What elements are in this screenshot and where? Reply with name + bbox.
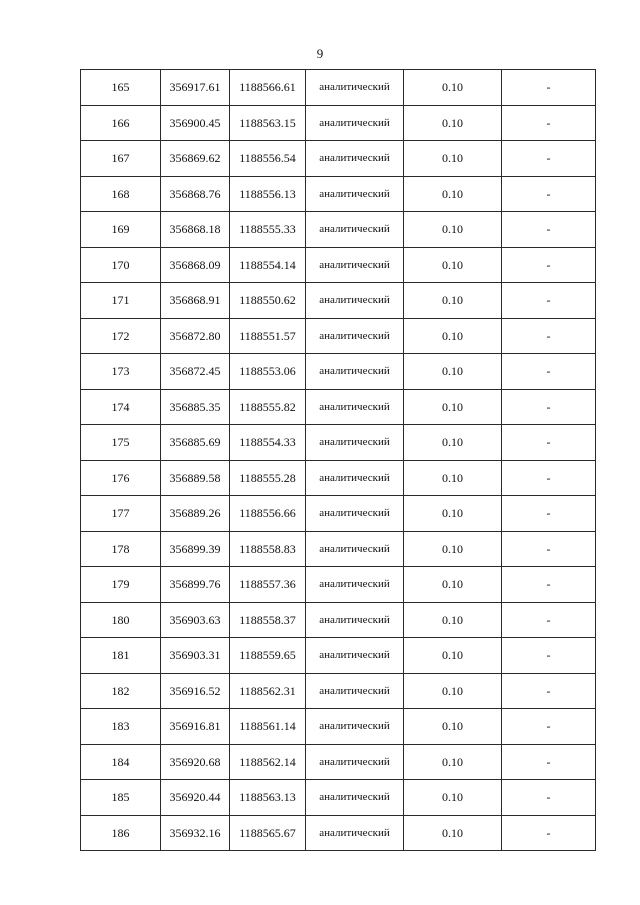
cell-coordinate-x: 356916.81 xyxy=(161,709,230,745)
cell-method: аналитический xyxy=(306,815,404,851)
cell-method: аналитический xyxy=(306,460,404,496)
cell-precision: 0.10 xyxy=(404,425,502,461)
cell-note: - xyxy=(502,105,596,141)
table-row xyxy=(81,744,596,780)
cell-coordinate-x: 356889.58 xyxy=(161,460,230,496)
cell-precision: 0.10 xyxy=(404,780,502,816)
cell-coordinate-x: 356872.45 xyxy=(161,354,230,390)
table-row xyxy=(81,318,596,354)
cell-note: - xyxy=(502,141,596,177)
cell-precision: 0.10 xyxy=(404,460,502,496)
cell-coordinate-x: 356916.52 xyxy=(161,673,230,709)
cell-note: - xyxy=(502,709,596,745)
cell-coordinate-y: 1188561.14 xyxy=(230,709,306,745)
cell-coordinate-x: 356917.61 xyxy=(161,70,230,106)
cell-coordinate-y: 1188556.66 xyxy=(230,496,306,532)
table-row xyxy=(81,425,596,461)
cell-note: - xyxy=(502,638,596,674)
cell-precision: 0.10 xyxy=(404,496,502,532)
table-row xyxy=(81,141,596,177)
cell-method: аналитический xyxy=(306,744,404,780)
table-row xyxy=(81,709,596,745)
cell-note: - xyxy=(502,815,596,851)
cell-note: - xyxy=(502,780,596,816)
table-row xyxy=(81,531,596,567)
cell-method: аналитический xyxy=(306,318,404,354)
cell-note: - xyxy=(502,389,596,425)
cell-coordinate-x: 356900.45 xyxy=(161,105,230,141)
table-row xyxy=(81,567,596,603)
cell-precision: 0.10 xyxy=(404,744,502,780)
table-row xyxy=(81,496,596,532)
cell-point-number: 181 xyxy=(81,638,161,674)
cell-point-number: 186 xyxy=(81,815,161,851)
table-row xyxy=(81,815,596,851)
cell-precision: 0.10 xyxy=(404,567,502,603)
cell-coordinate-x: 356868.91 xyxy=(161,283,230,319)
cell-precision: 0.10 xyxy=(404,283,502,319)
cell-coordinate-y: 1188563.13 xyxy=(230,780,306,816)
cell-method: аналитический xyxy=(306,354,404,390)
cell-coordinate-y: 1188554.33 xyxy=(230,425,306,461)
cell-point-number: 180 xyxy=(81,602,161,638)
cell-method: аналитический xyxy=(306,602,404,638)
coordinates-table xyxy=(80,69,596,851)
cell-point-number: 183 xyxy=(81,709,161,745)
cell-method: аналитический xyxy=(306,709,404,745)
cell-coordinate-y: 1188550.62 xyxy=(230,283,306,319)
cell-coordinate-y: 1188562.14 xyxy=(230,744,306,780)
cell-method: аналитический xyxy=(306,247,404,283)
table-row xyxy=(81,673,596,709)
cell-coordinate-y: 1188555.33 xyxy=(230,212,306,248)
cell-coordinate-x: 356868.18 xyxy=(161,212,230,248)
cell-precision: 0.10 xyxy=(404,212,502,248)
cell-note: - xyxy=(502,567,596,603)
cell-precision: 0.10 xyxy=(404,141,502,177)
cell-coordinate-x: 356899.76 xyxy=(161,567,230,603)
cell-point-number: 169 xyxy=(81,212,161,248)
table-row xyxy=(81,283,596,319)
cell-note: - xyxy=(502,673,596,709)
cell-method: аналитический xyxy=(306,105,404,141)
cell-precision: 0.10 xyxy=(404,709,502,745)
cell-note: - xyxy=(502,425,596,461)
cell-precision: 0.10 xyxy=(404,176,502,212)
cell-point-number: 167 xyxy=(81,141,161,177)
cell-coordinate-y: 1188556.54 xyxy=(230,141,306,177)
cell-point-number: 168 xyxy=(81,176,161,212)
cell-precision: 0.10 xyxy=(404,602,502,638)
cell-precision: 0.10 xyxy=(404,531,502,567)
table-row xyxy=(81,354,596,390)
cell-method: аналитический xyxy=(306,141,404,177)
cell-coordinate-y: 1188555.28 xyxy=(230,460,306,496)
cell-method: аналитический xyxy=(306,780,404,816)
cell-coordinate-x: 356903.31 xyxy=(161,638,230,674)
cell-coordinate-x: 356868.76 xyxy=(161,176,230,212)
cell-point-number: 175 xyxy=(81,425,161,461)
table-row xyxy=(81,389,596,425)
cell-note: - xyxy=(502,354,596,390)
table-row xyxy=(81,247,596,283)
cell-point-number: 184 xyxy=(81,744,161,780)
cell-method: аналитический xyxy=(306,567,404,603)
cell-coordinate-y: 1188555.82 xyxy=(230,389,306,425)
cell-coordinate-y: 1188563.15 xyxy=(230,105,306,141)
cell-note: - xyxy=(502,70,596,106)
cell-coordinate-x: 356872.80 xyxy=(161,318,230,354)
cell-point-number: 178 xyxy=(81,531,161,567)
cell-coordinate-x: 356885.69 xyxy=(161,425,230,461)
cell-coordinate-x: 356899.39 xyxy=(161,531,230,567)
cell-point-number: 171 xyxy=(81,283,161,319)
table-row xyxy=(81,460,596,496)
cell-coordinate-y: 1188559.65 xyxy=(230,638,306,674)
cell-point-number: 177 xyxy=(81,496,161,532)
cell-coordinate-x: 356869.62 xyxy=(161,141,230,177)
cell-coordinate-y: 1188565.67 xyxy=(230,815,306,851)
table-row xyxy=(81,70,596,106)
cell-note: - xyxy=(502,318,596,354)
cell-coordinate-y: 1188558.37 xyxy=(230,602,306,638)
coordinates-table-body xyxy=(81,70,596,851)
cell-precision: 0.10 xyxy=(404,354,502,390)
cell-coordinate-y: 1188566.61 xyxy=(230,70,306,106)
cell-method: аналитический xyxy=(306,176,404,212)
cell-point-number: 166 xyxy=(81,105,161,141)
cell-method: аналитический xyxy=(306,70,404,106)
cell-point-number: 179 xyxy=(81,567,161,603)
cell-coordinate-y: 1188556.13 xyxy=(230,176,306,212)
cell-coordinate-y: 1188557.36 xyxy=(230,567,306,603)
cell-method: аналитический xyxy=(306,212,404,248)
cell-precision: 0.10 xyxy=(404,247,502,283)
cell-coordinate-y: 1188554.14 xyxy=(230,247,306,283)
cell-note: - xyxy=(502,247,596,283)
cell-note: - xyxy=(502,176,596,212)
table-row xyxy=(81,602,596,638)
table-row xyxy=(81,212,596,248)
cell-method: аналитический xyxy=(306,531,404,567)
cell-coordinate-x: 356868.09 xyxy=(161,247,230,283)
cell-point-number: 174 xyxy=(81,389,161,425)
cell-coordinate-x: 356903.63 xyxy=(161,602,230,638)
cell-precision: 0.10 xyxy=(404,318,502,354)
cell-note: - xyxy=(502,531,596,567)
table-row xyxy=(81,176,596,212)
cell-precision: 0.10 xyxy=(404,105,502,141)
cell-method: аналитический xyxy=(306,283,404,319)
cell-precision: 0.10 xyxy=(404,70,502,106)
cell-precision: 0.10 xyxy=(404,815,502,851)
cell-coordinate-y: 1188562.31 xyxy=(230,673,306,709)
page-number: 9 xyxy=(316,46,324,61)
cell-note: - xyxy=(502,602,596,638)
cell-note: - xyxy=(502,496,596,532)
cell-precision: 0.10 xyxy=(404,389,502,425)
cell-precision: 0.10 xyxy=(404,673,502,709)
cell-note: - xyxy=(502,283,596,319)
cell-coordinate-x: 356932.16 xyxy=(161,815,230,851)
cell-point-number: 165 xyxy=(81,70,161,106)
table-row xyxy=(81,780,596,816)
cell-method: аналитический xyxy=(306,389,404,425)
cell-precision: 0.10 xyxy=(404,638,502,674)
cell-note: - xyxy=(502,212,596,248)
cell-coordinate-y: 1188553.06 xyxy=(230,354,306,390)
cell-point-number: 173 xyxy=(81,354,161,390)
cell-point-number: 182 xyxy=(81,673,161,709)
cell-point-number: 170 xyxy=(81,247,161,283)
cell-point-number: 185 xyxy=(81,780,161,816)
cell-point-number: 176 xyxy=(81,460,161,496)
cell-coordinate-x: 356885.35 xyxy=(161,389,230,425)
cell-method: аналитический xyxy=(306,496,404,532)
table-row xyxy=(81,638,596,674)
cell-coordinate-x: 356889.26 xyxy=(161,496,230,532)
cell-method: аналитический xyxy=(306,673,404,709)
cell-method: аналитический xyxy=(306,425,404,461)
cell-coordinate-x: 356920.44 xyxy=(161,780,230,816)
cell-method: аналитический xyxy=(306,638,404,674)
cell-coordinate-x: 356920.68 xyxy=(161,744,230,780)
table-row xyxy=(81,105,596,141)
cell-coordinate-y: 1188551.57 xyxy=(230,318,306,354)
cell-coordinate-y: 1188558.83 xyxy=(230,531,306,567)
cell-note: - xyxy=(502,460,596,496)
cell-note: - xyxy=(502,744,596,780)
cell-point-number: 172 xyxy=(81,318,161,354)
